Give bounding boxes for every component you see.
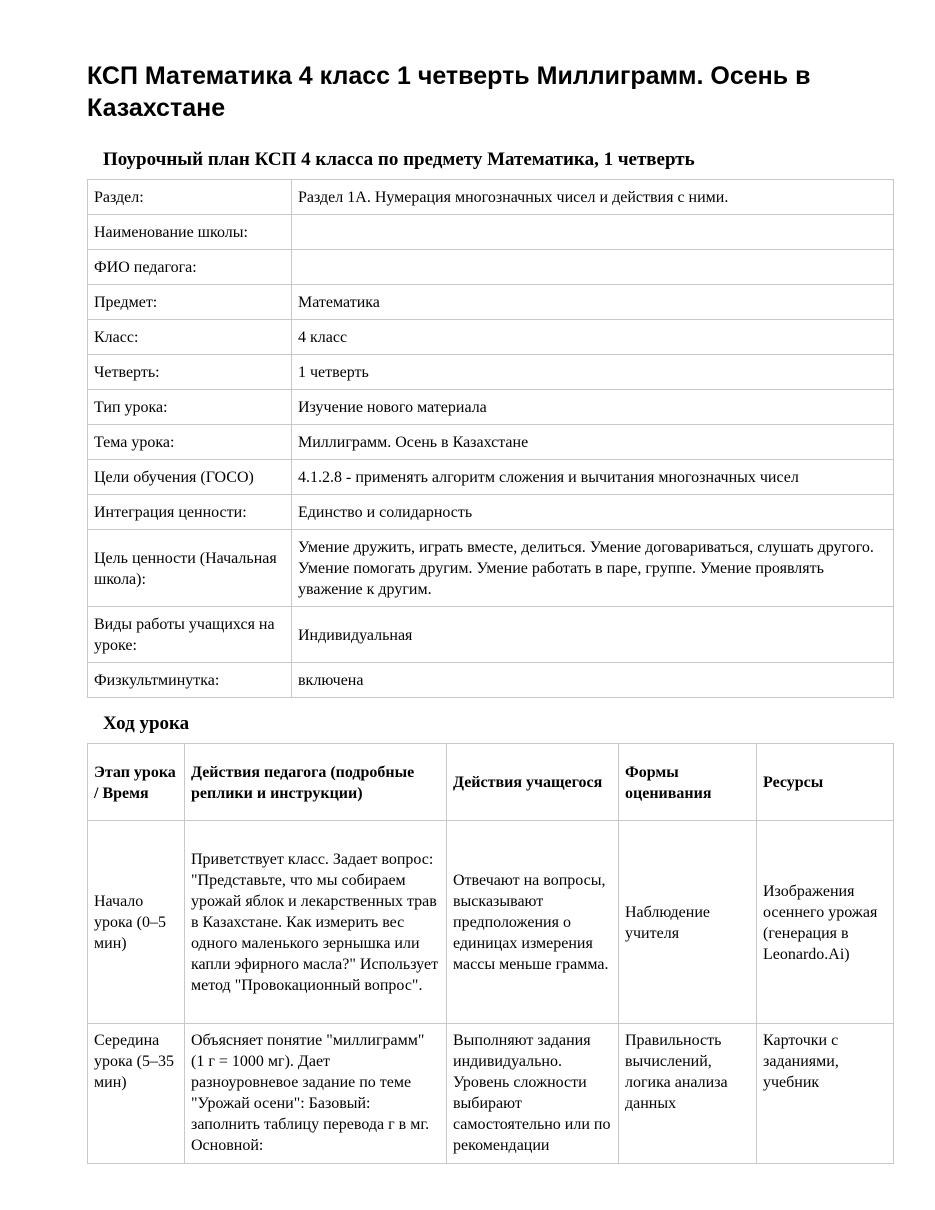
info-row-school — [88, 215, 894, 250]
teacher-actions-cell: Объясняет понятие "миллиграмм" (1 г = 1000 мг). Дает разноуровневое задание по теме "Урожай осени": Базовый: заполнить таблицу перевода г в мг. Основной: — [185, 1024, 447, 1164]
info-row-physical-break — [88, 663, 894, 698]
info-value: Индивидуальная — [292, 607, 894, 663]
info-label: Четверть: — [88, 355, 292, 390]
info-value: Раздел 1А. Нумерация многозначных чисел и действия с ними. — [292, 180, 894, 215]
lesson-progress-table — [87, 743, 894, 1164]
teacher-actions-cell: Приветствует класс. Задает вопрос: "Представьте, что мы собираем урожай яблок и лекарственных трав в Казахстане. Как измерить вес одного маленького зернышка или капли эфирного масла?" Использует метод "Провокационный вопрос". — [185, 821, 447, 1024]
info-label: Предмет: — [88, 285, 292, 320]
stage-cell: Середина урока (5–35 мин) — [88, 1024, 185, 1164]
plan-heading: Поурочный план КСП 4 класса по предмету Математика, 1 четверть — [103, 149, 695, 170]
info-row-quarter — [88, 355, 894, 390]
info-value: Умение дружить, играть вместе, делиться. Умение договариваться, слушать другого. Умение помогать другим. Умение работать в паре, группе. Умение проявлять уважение к другим. — [292, 530, 894, 607]
info-value — [292, 250, 894, 285]
info-label: Наименование школы: — [88, 215, 292, 250]
info-row-value-goal — [88, 530, 894, 607]
header-stage: Этап урока / Время — [88, 744, 185, 821]
header-resources: Ресурсы — [757, 744, 894, 821]
info-label: Виды работы учащихся на уроке: — [88, 607, 292, 663]
lesson-row-start — [88, 821, 894, 1024]
info-value: Единство и солидарность — [292, 495, 894, 530]
info-row-section — [88, 180, 894, 215]
lesson-row-middle — [88, 1024, 894, 1164]
info-value: 4 класс — [292, 320, 894, 355]
info-value — [292, 215, 894, 250]
info-value: 1 четверть — [292, 355, 894, 390]
stage-cell: Начало урока (0–5 мин) — [88, 821, 185, 1024]
info-row-grade — [88, 320, 894, 355]
lesson-progress-heading: Ход урока — [103, 713, 190, 734]
lesson-header-row — [88, 744, 894, 821]
info-row-teacher — [88, 250, 894, 285]
info-label: Интеграция ценности: — [88, 495, 292, 530]
info-row-topic — [88, 425, 894, 460]
info-row-work-types — [88, 607, 894, 663]
lesson-info-table — [87, 179, 894, 698]
info-value: Математика — [292, 285, 894, 320]
info-label: Цели обучения (ГОСО) — [88, 460, 292, 495]
info-label: Тип урока: — [88, 390, 292, 425]
info-row-subject — [88, 285, 894, 320]
assessment-cell: Наблюдение учителя — [619, 821, 757, 1024]
student-actions-cell: Выполняют задания индивидуально. Уровень сложности выбирают самостоятельно или по рекомендации — [447, 1024, 619, 1164]
assessment-cell: Правильность вычислений, логика анализа данных — [619, 1024, 757, 1164]
resources-cell: Изображения осеннего урожая (генерация в Leonardo.Ai) — [757, 821, 894, 1024]
info-label: Цель ценности (Начальная школа): — [88, 530, 292, 607]
info-value: Миллиграмм. Осень в Казахстане — [292, 425, 894, 460]
info-row-value-integration — [88, 495, 894, 530]
info-row-lesson-type — [88, 390, 894, 425]
info-label: Раздел: — [88, 180, 292, 215]
header-assessment: Формы оценивания — [619, 744, 757, 821]
info-value: 4.1.2.8 - применять алгоритм сложения и вычитания многозначных чисел — [292, 460, 894, 495]
info-value: включена — [292, 663, 894, 698]
student-actions-cell: Отвечают на вопросы, высказывают предположения о единицах измерения массы меньше грамма. — [447, 821, 619, 1024]
header-teacher-actions: Действия педагога (подробные реплики и инструкции) — [185, 744, 447, 821]
page-title: КСП Математика 4 класс 1 четверть Миллиграмм. Осень в Казахстане — [87, 62, 811, 122]
info-label: Тема урока: — [88, 425, 292, 460]
info-row-goals — [88, 460, 894, 495]
resources-cell: Карточки с заданиями, учебник — [757, 1024, 894, 1164]
info-value: Изучение нового материала — [292, 390, 894, 425]
header-student-actions: Действия учащегося — [447, 744, 619, 821]
info-label: Физкультминутка: — [88, 663, 292, 698]
info-label: Класс: — [88, 320, 292, 355]
info-label: ФИО педагога: — [88, 250, 292, 285]
